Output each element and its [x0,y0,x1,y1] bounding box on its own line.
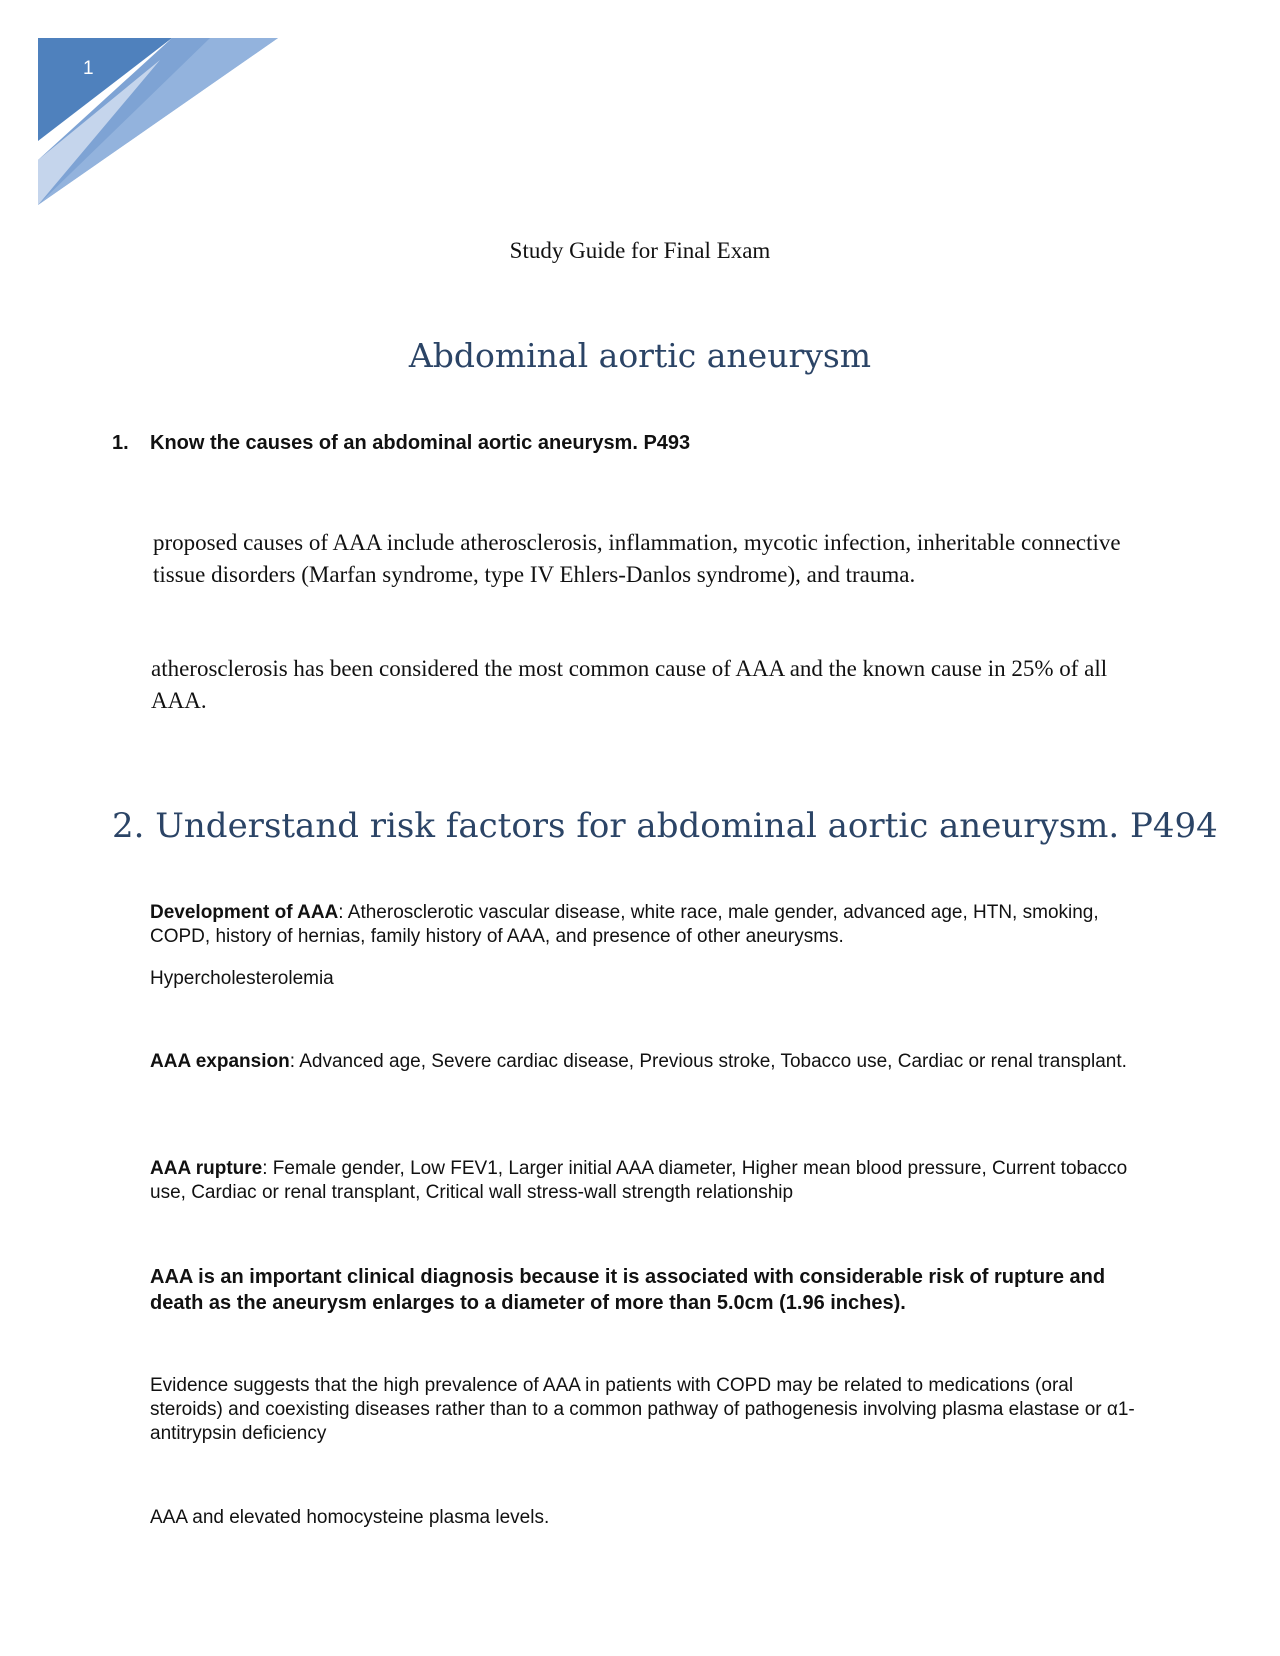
hypercholesterolemia-line: Hypercholesterolemia [150,968,334,989]
development-text: : Atherosclerotic vascular disease, white race, male gender, advanced age, HTN, smoking, COPD, history of hernias, family history of AAA, and presence of other aneurysms. [150,902,1099,947]
development-label: Development of AAA [150,902,339,923]
rupture-text: : Female gender, Low FEV1, Larger initial AAA diameter, Higher mean blood pressure, Current tobacco use, Cardiac or renal transplant, Critical wall stress-wall strength relationship [150,1158,1128,1203]
expansion-label: AAA expansion [150,1051,290,1072]
expansion-risk-paragraph [150,1050,1150,1074]
question-1-text: Know the causes of an abdominal aortic aneurysm. P493 [150,432,691,454]
rupture-risk-paragraph [150,1157,1150,1205]
diagnosis-note: AAA is an important clinical diagnosis because it is associated with considerable risk of rupture and death as the aneurysm enlarges to a diameter of more than 5.0cm (1.96 inches). [150,1266,1106,1314]
development-risk-paragraph [150,901,1150,949]
homocysteine-note: AAA and elevated homocysteine plasma levels. [150,1507,550,1528]
question-1 [112,432,690,455]
question-1-number: 1. [112,432,129,454]
corner-decoration [0,0,300,220]
rupture-label: AAA rupture [150,1158,263,1179]
atherosclerosis-paragraph: atherosclerosis has been considered the most common cause of AAA and the known cause in 25% of all AAA. [151,656,1108,713]
document-title: Study Guide for Final Exam [509,238,771,263]
section-title: Abdominal aortic aneurysm [408,336,872,375]
question-2-heading: 2. Understand risk factors for abdominal aortic aneurysm. P494 [112,806,1218,846]
page-number: 1 [83,58,94,79]
expansion-text: : Advanced age, Severe cardiac disease, Previous stroke, Tobacco use, Cardiac or renal transplant. [289,1051,1127,1072]
copd-note: Evidence suggests that the high prevalence of AAA in patients with COPD may be related to medications (oral steroids) and coexisting diseases rather than to a common pathway of pathogenesis involving plasma elastase or α1-antitrypsin deficiency [150,1375,1135,1444]
causes-paragraph: proposed causes of AAA include atherosclerosis, inflammation, mycotic infection, inheritable connective tissue disorders (Marfan syndrome, type IV Ehlers-Danlos syndrome), and trauma. [153,530,1121,587]
